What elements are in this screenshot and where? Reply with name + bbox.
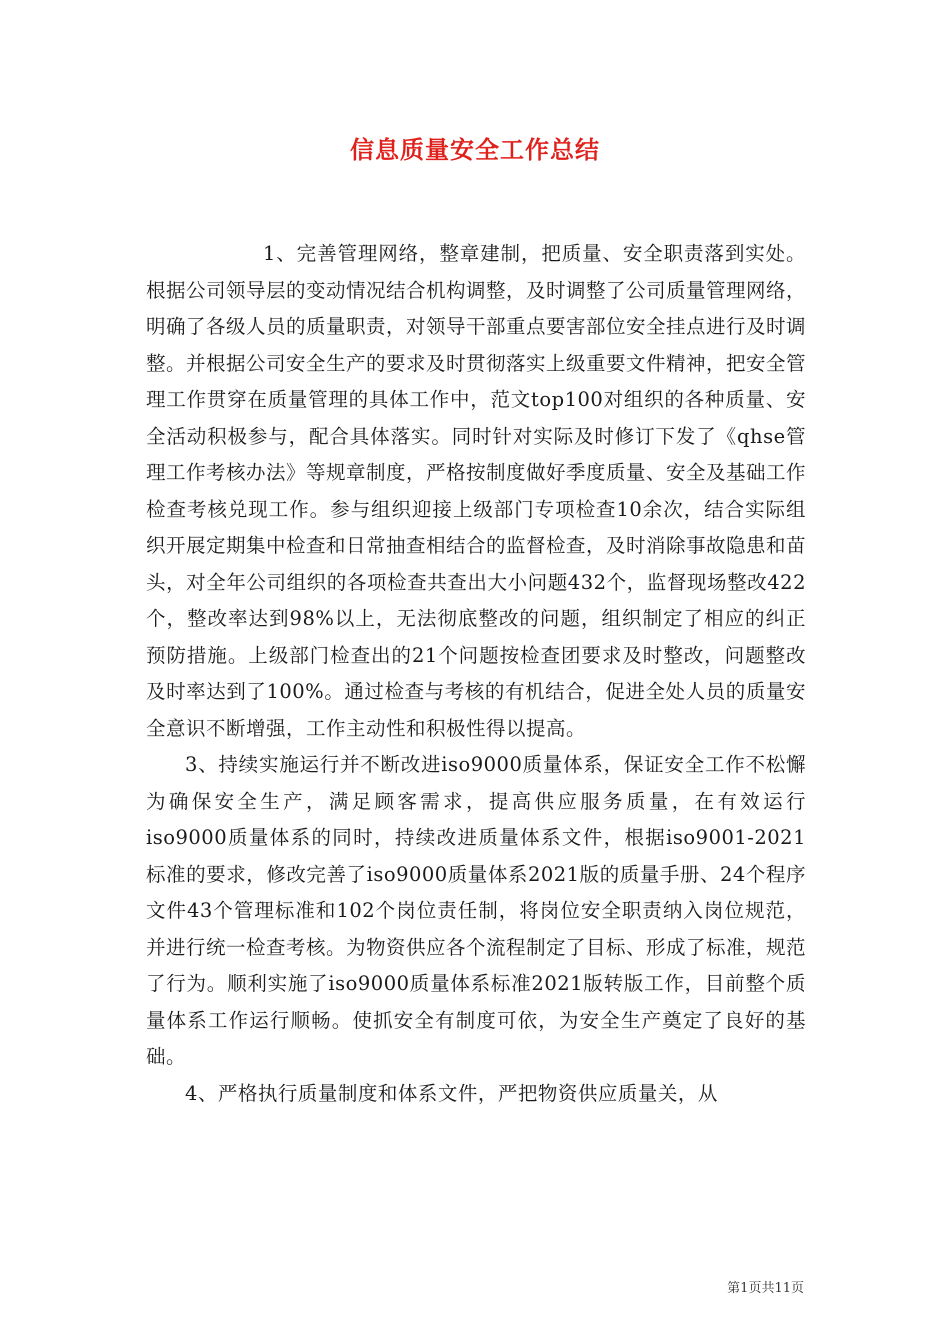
- paragraph: 1、完善管理网络，整章建制，把质量、安全职责落到实处。根据公司领导层的变动情况结合机构调整，及时调整了公司质量管理网络，明确了各级人员的质量职责，对领导干部重点要害部位安全挂点进行及时调整。并根据公司安全生产的要求及时贯彻落实上级重要文件精神，把安全管理工作贯穿在质量管理的具体工作中，范文top100对组织的各种质量、安全活动积极参与，配合具体落实。同时针对实际及时修订下发了《qhse管理工作考核办法》等规章制度，严格按制度做好季度质量、安全及基础工作检查考核兑现工作。参与组织迎接上级部门专项检查10余次，结合实际组织开展定期集中检查和日常抽查相结合的监督检查，及时消除事故隐患和苗头，对全年公司组织的各项检查共查出大小问题432个，监督现场整改422个，整改率达到98%以上，无法彻底整改的问题，组织制定了相应的纠正预防措施。上级部门检查出的21个问题按检查团要求及时整改，问题整改及时率达到了100%。通过检查与考核的有机结合，促进全处人员的质量安全意识不断增强，工作主动性和积极性得以提高。: [146, 242, 807, 740]
- document-body: [146, 236, 806, 1112]
- document-title: 信息质量安全工作总结: [350, 135, 600, 164]
- page-number-footer: 第1页共11页: [727, 1281, 804, 1296]
- paragraph: 4、严格执行质量制度和体系文件，严把物资供应质量关，从: [185, 1081, 718, 1105]
- paragraph: 3、持续实施运行并不断改进iso9000质量体系，保证安全工作不松懈为确保安全生产，满足顾客需求，提高供应服务质量，在有效运行iso9000质量体系的同时，持续改进质量体系文件，根据iso9001-2021标准的要求，修改完善了iso9000质量体系2021版的质量手册、24个程序文件43个管理标准和102个岗位责任制，将岗位安全职责纳入岗位规范，并进行统一检查考核。为物资供应各个流程制定了目标、形成了标准，规范了行为。顺利实施了iso9000质量体系标准2021版转版工作，目前整个质量体系工作运行顺畅。使抓安全有制度可依，为安全生产奠定了良好的基础。: [146, 753, 807, 1068]
